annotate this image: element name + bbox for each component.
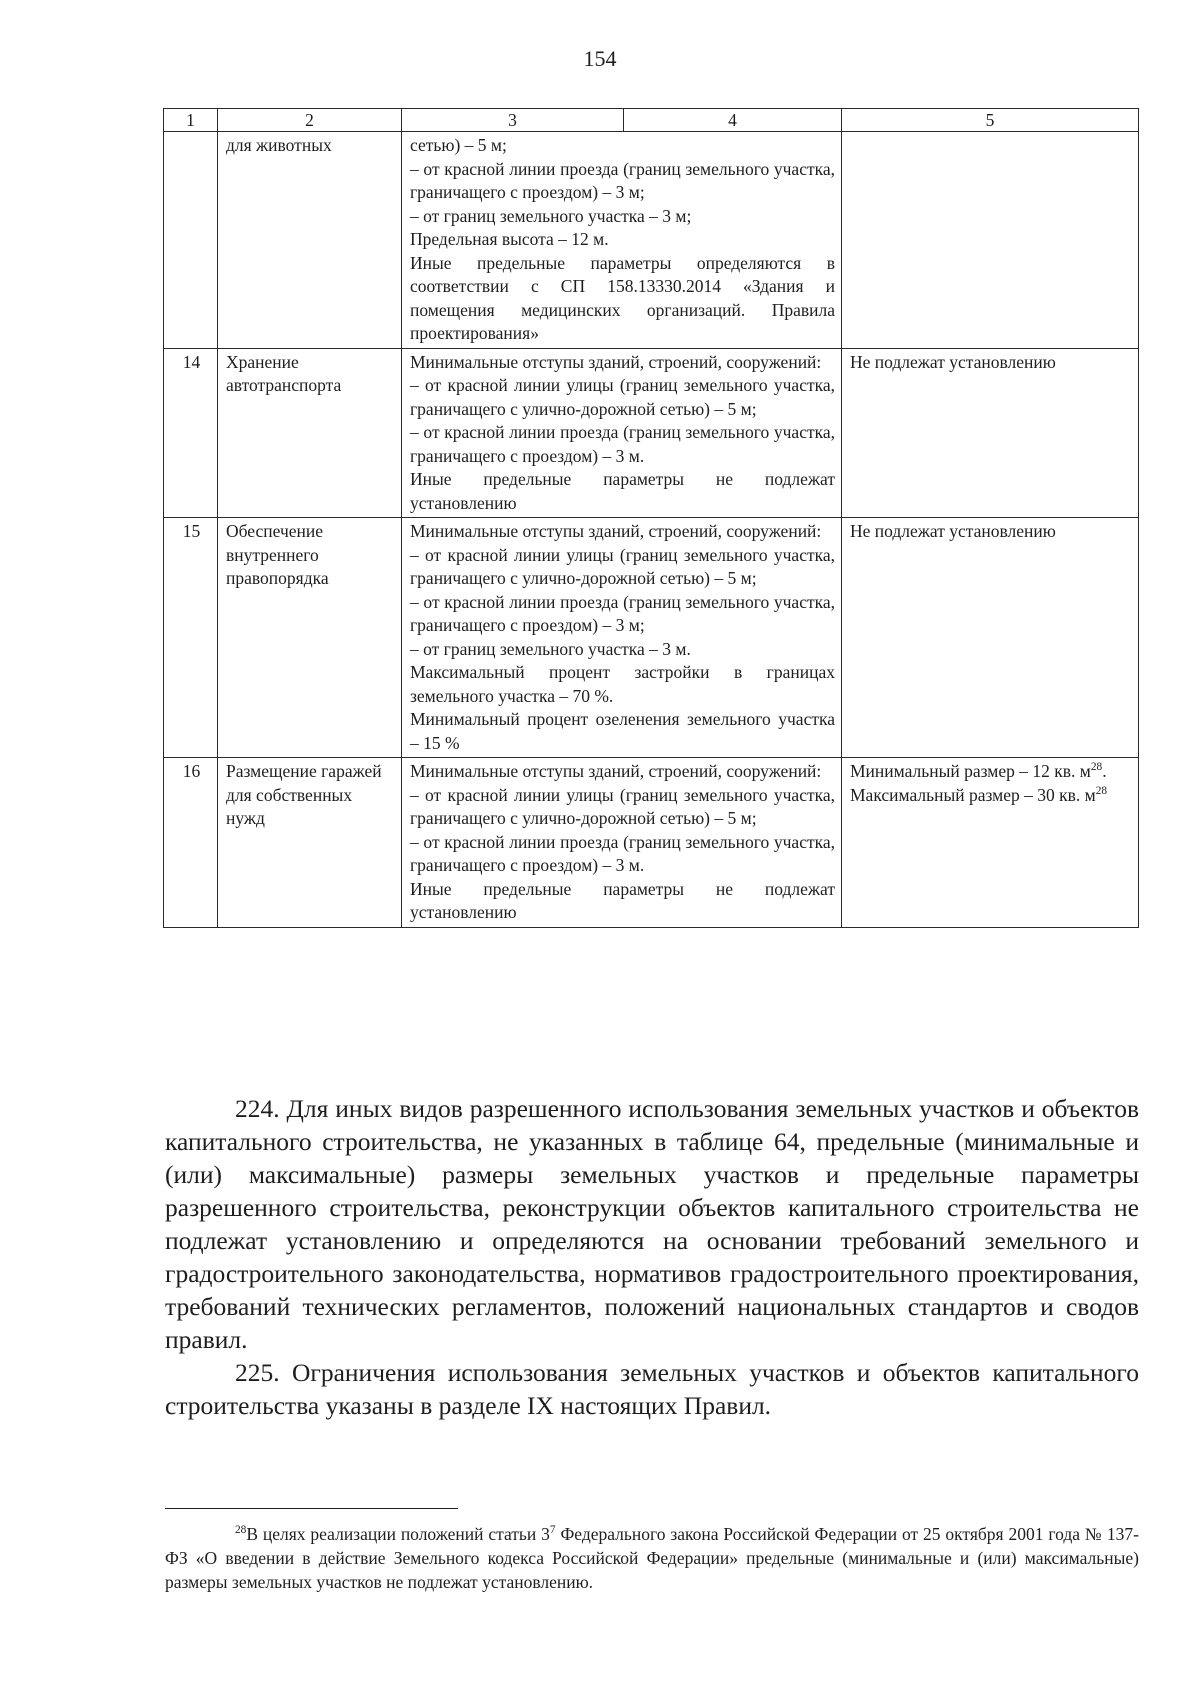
- parameter-line: сетью) – 5 м;: [410, 135, 507, 155]
- use-type-cell: для животных: [218, 132, 402, 349]
- parameter-line: Максимальный процент застройки в границах земельного участка – 70 %.: [410, 662, 835, 706]
- footnote-mark: 28: [235, 1524, 247, 1537]
- paragraph-224: 224. Для иных видов разрешенного использования земельных участков и объектов капитального строительства, не указанных в таблице 64, предельные (минимальные и (или) максимальные) размеры земельных участков и предельные параметры разрешенного строительства, реконструкции объектов капитального строительства не подлежат установлению и определяются на основании требований земельного и градостроительного законодательства, нормативов градостроительного проектирования, требований технических регламентов, положений национальных стандартов и сводов правил.: [165, 1094, 1139, 1354]
- footnote-divider: [165, 1508, 458, 1509]
- parameter-line: Иные предельные параметры не подлежат установлению: [410, 878, 835, 922]
- sizes-cell: [842, 132, 1139, 349]
- parameter-line: – от границ земельного участка – 3 м.: [410, 638, 691, 659]
- page-number: 154: [583, 46, 617, 71]
- parameters-cell: [402, 758, 842, 928]
- footnote-text: $^{28}$В целях реализации положений статьи $3^7$ Федерального закона Российской Федерации от 25 октября 2001 года № 137-ФЗ «О введении в действие Земельного кодекса Российской Федерации» предельные (минимальные и (или) максимальные) размеры земельных участков не подлежат установлению.: [165, 1524, 1139, 1592]
- header-col-4: 4: [624, 109, 842, 132]
- row-number-cell: 16: [164, 758, 218, 928]
- parameter-line: – от красной линии проезда (границ земельного участка, граничащего с проездом) – 3 м.: [410, 422, 835, 466]
- footnote-ref: 28: [1095, 784, 1108, 797]
- sizes-cell: Не подлежат установлению: [842, 518, 1139, 758]
- parameter-line: – от красной линии улицы (границ земельного участка, граничащего с улично-дорожной сетью) – 5 м;: [410, 544, 835, 588]
- table-row-16: [164, 758, 1139, 928]
- article-superscript: 7: [549, 1524, 556, 1537]
- parameters-cell: [402, 132, 842, 349]
- header-col-1: 1: [164, 109, 218, 132]
- table-row-15: [164, 518, 1139, 758]
- body-text: [165, 1092, 1139, 1422]
- sizes-cell: Не подлежат установлению: [842, 348, 1139, 518]
- use-type-cell: Обеспечение внутреннего правопорядка: [218, 518, 402, 758]
- parameter-line: Минимальный процент озеленения земельного участка – 15 %: [410, 709, 835, 753]
- max-size-line: Максимальный размер – 30 кв. $м^{28}$: [850, 784, 1108, 805]
- row-number-cell: 15: [164, 518, 218, 758]
- land-use-parameters-table: [163, 108, 1139, 928]
- row-number-cell: 14: [164, 348, 218, 518]
- footnote: [165, 1522, 1139, 1594]
- parameter-line: Иные предельные параметры определяются в соответствии с СП 158.13330.2014 «Здания и помещения медицинских организаций. Правила проектирования»: [410, 252, 835, 343]
- parameters-cell: [402, 518, 842, 758]
- header-col-2: 2: [218, 109, 402, 132]
- footnote-ref: 28: [1090, 761, 1103, 774]
- parameter-line: – от красной линии проезда (границ земельного участка, граничащего с проездом) – 3 м.: [410, 831, 835, 875]
- parameter-line: Минимальные отступы зданий, строений, сооружений:: [410, 521, 822, 541]
- parameter-line: – от границ земельного участка – 3 м;: [410, 205, 692, 226]
- parameter-line: Минимальные отступы зданий, строений, сооружений:: [410, 351, 822, 372]
- table-header-row: [164, 109, 1139, 132]
- sizes-cell: [842, 758, 1139, 928]
- parameter-line: Предельная высота – 12 м.: [410, 229, 609, 249]
- parameter-line: Иные предельные параметры не подлежат установлению: [410, 469, 835, 513]
- paragraph-225: 225. Ограничения использования земельных участков и объектов капитального строительства указаны в разделе IX настоящих Правил.: [165, 1358, 1139, 1420]
- use-type-cell: Размещение гаражей для собственных нужд: [218, 758, 402, 928]
- parameter-line: – от красной линии улицы (границ земельного участка, граничащего с улично-дорожной сетью) – 5 м;: [410, 784, 835, 828]
- parameter-line: Минимальные отступы зданий, строений, сооружений:: [410, 761, 822, 781]
- parameters-cell: [402, 348, 842, 518]
- parameter-line: – от красной линии улицы (границ земельного участка, граничащего с улично-дорожной сетью) – 5 м;: [410, 375, 835, 419]
- header-col-5: 5: [842, 109, 1139, 132]
- table-row-14: [164, 348, 1139, 518]
- parameter-line: – от красной линии проезда (границ земельного участка, граничащего с проездом) – 3 м;: [410, 158, 835, 202]
- use-type-cell: Хранение автотранспорта: [218, 348, 402, 518]
- header-col-3: 3: [402, 109, 624, 132]
- row-number-cell: [164, 132, 218, 349]
- table-row-continued: [164, 132, 1139, 349]
- min-size-line: Минимальный размер – 12 кв. $м^{28}$.: [850, 761, 1107, 781]
- parameter-line: – от красной линии проезда (границ земельного участка, граничащего с проездом) – 3 м;: [410, 591, 835, 635]
